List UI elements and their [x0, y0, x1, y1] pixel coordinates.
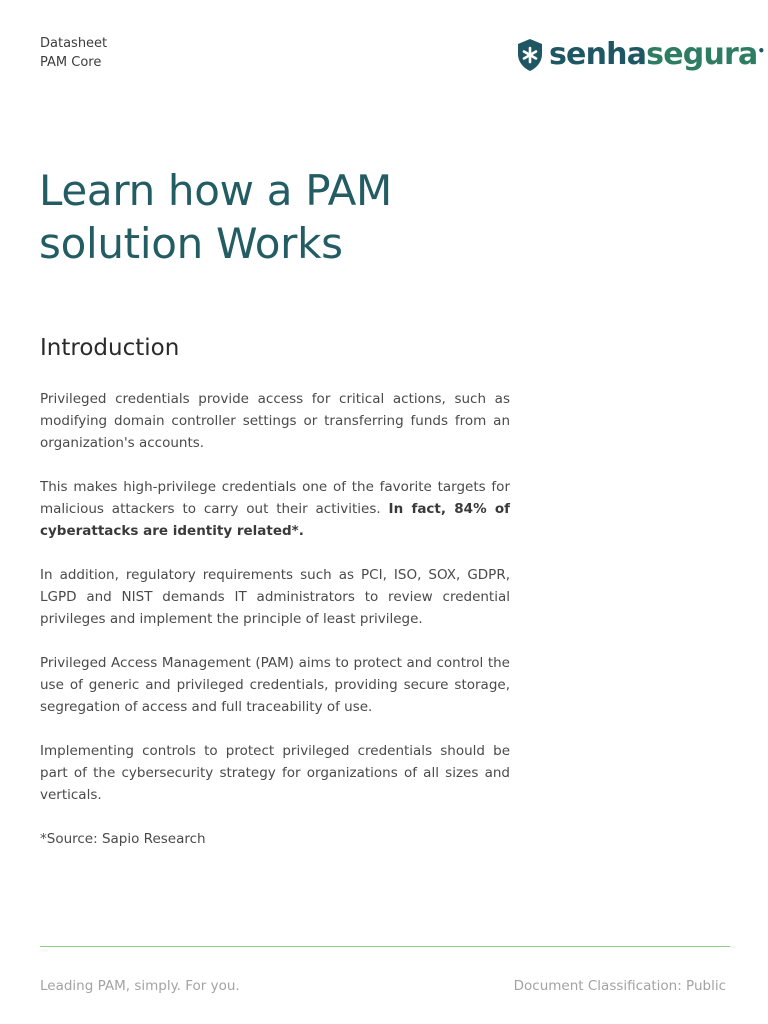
title-line-1: Learn how a PAM — [39, 166, 392, 215]
paragraph-2 — [40, 476, 510, 542]
logo-word-segura: segura — [646, 37, 758, 72]
title-line-2: solution Works — [39, 219, 343, 268]
paragraph-2-highlight: In fact, 84% of cyberattacks are identity related*. — [40, 501, 511, 539]
page-title — [39, 164, 499, 270]
doc-type: Datasheet — [40, 36, 108, 51]
logo-wordmark — [549, 38, 764, 72]
paragraph-4: Privileged Access Management (PAM) aims to protect and control the use of generic and privileged credentials, providing secure storage, segregation of access and full traceability of use. — [40, 655, 510, 715]
logo-dot: • — [757, 44, 765, 58]
document-classification: Document Classification: Public — [513, 978, 726, 994]
company-logo — [516, 38, 764, 72]
section-heading-introduction: Introduction — [40, 335, 180, 361]
paragraph-3: In addition, regulatory requirements such as PCI, ISO, SOX, GDPR, LGPD and NIST demands IT administrators to review credential privileges and implement the principle of least privilege. — [40, 567, 510, 627]
product-name: PAM Core — [40, 55, 102, 70]
source-note: *Source: Sapio Research — [40, 831, 206, 847]
paragraph-2-text: This makes high-privilege credentials one of the favorite targets for malicious attackers to carry out their activities. — [40, 479, 510, 517]
footer-divider — [40, 946, 730, 947]
paragraph-1: Privileged credentials provide access for critical actions, such as modifying domain controller settings or transferring funds from an organization's accounts. — [40, 391, 510, 451]
paragraph-5: Implementing controls to protect privileged credentials should be part of the cybersecurity strategy for organizations of all sizes and verticals. — [40, 743, 510, 803]
shield-asterisk-icon — [516, 38, 544, 72]
document-label — [40, 34, 107, 72]
logo-word-senha: senha — [549, 37, 647, 72]
footer-tagline: Leading PAM, simply. For you. — [40, 978, 240, 994]
introduction-body — [40, 388, 510, 872]
